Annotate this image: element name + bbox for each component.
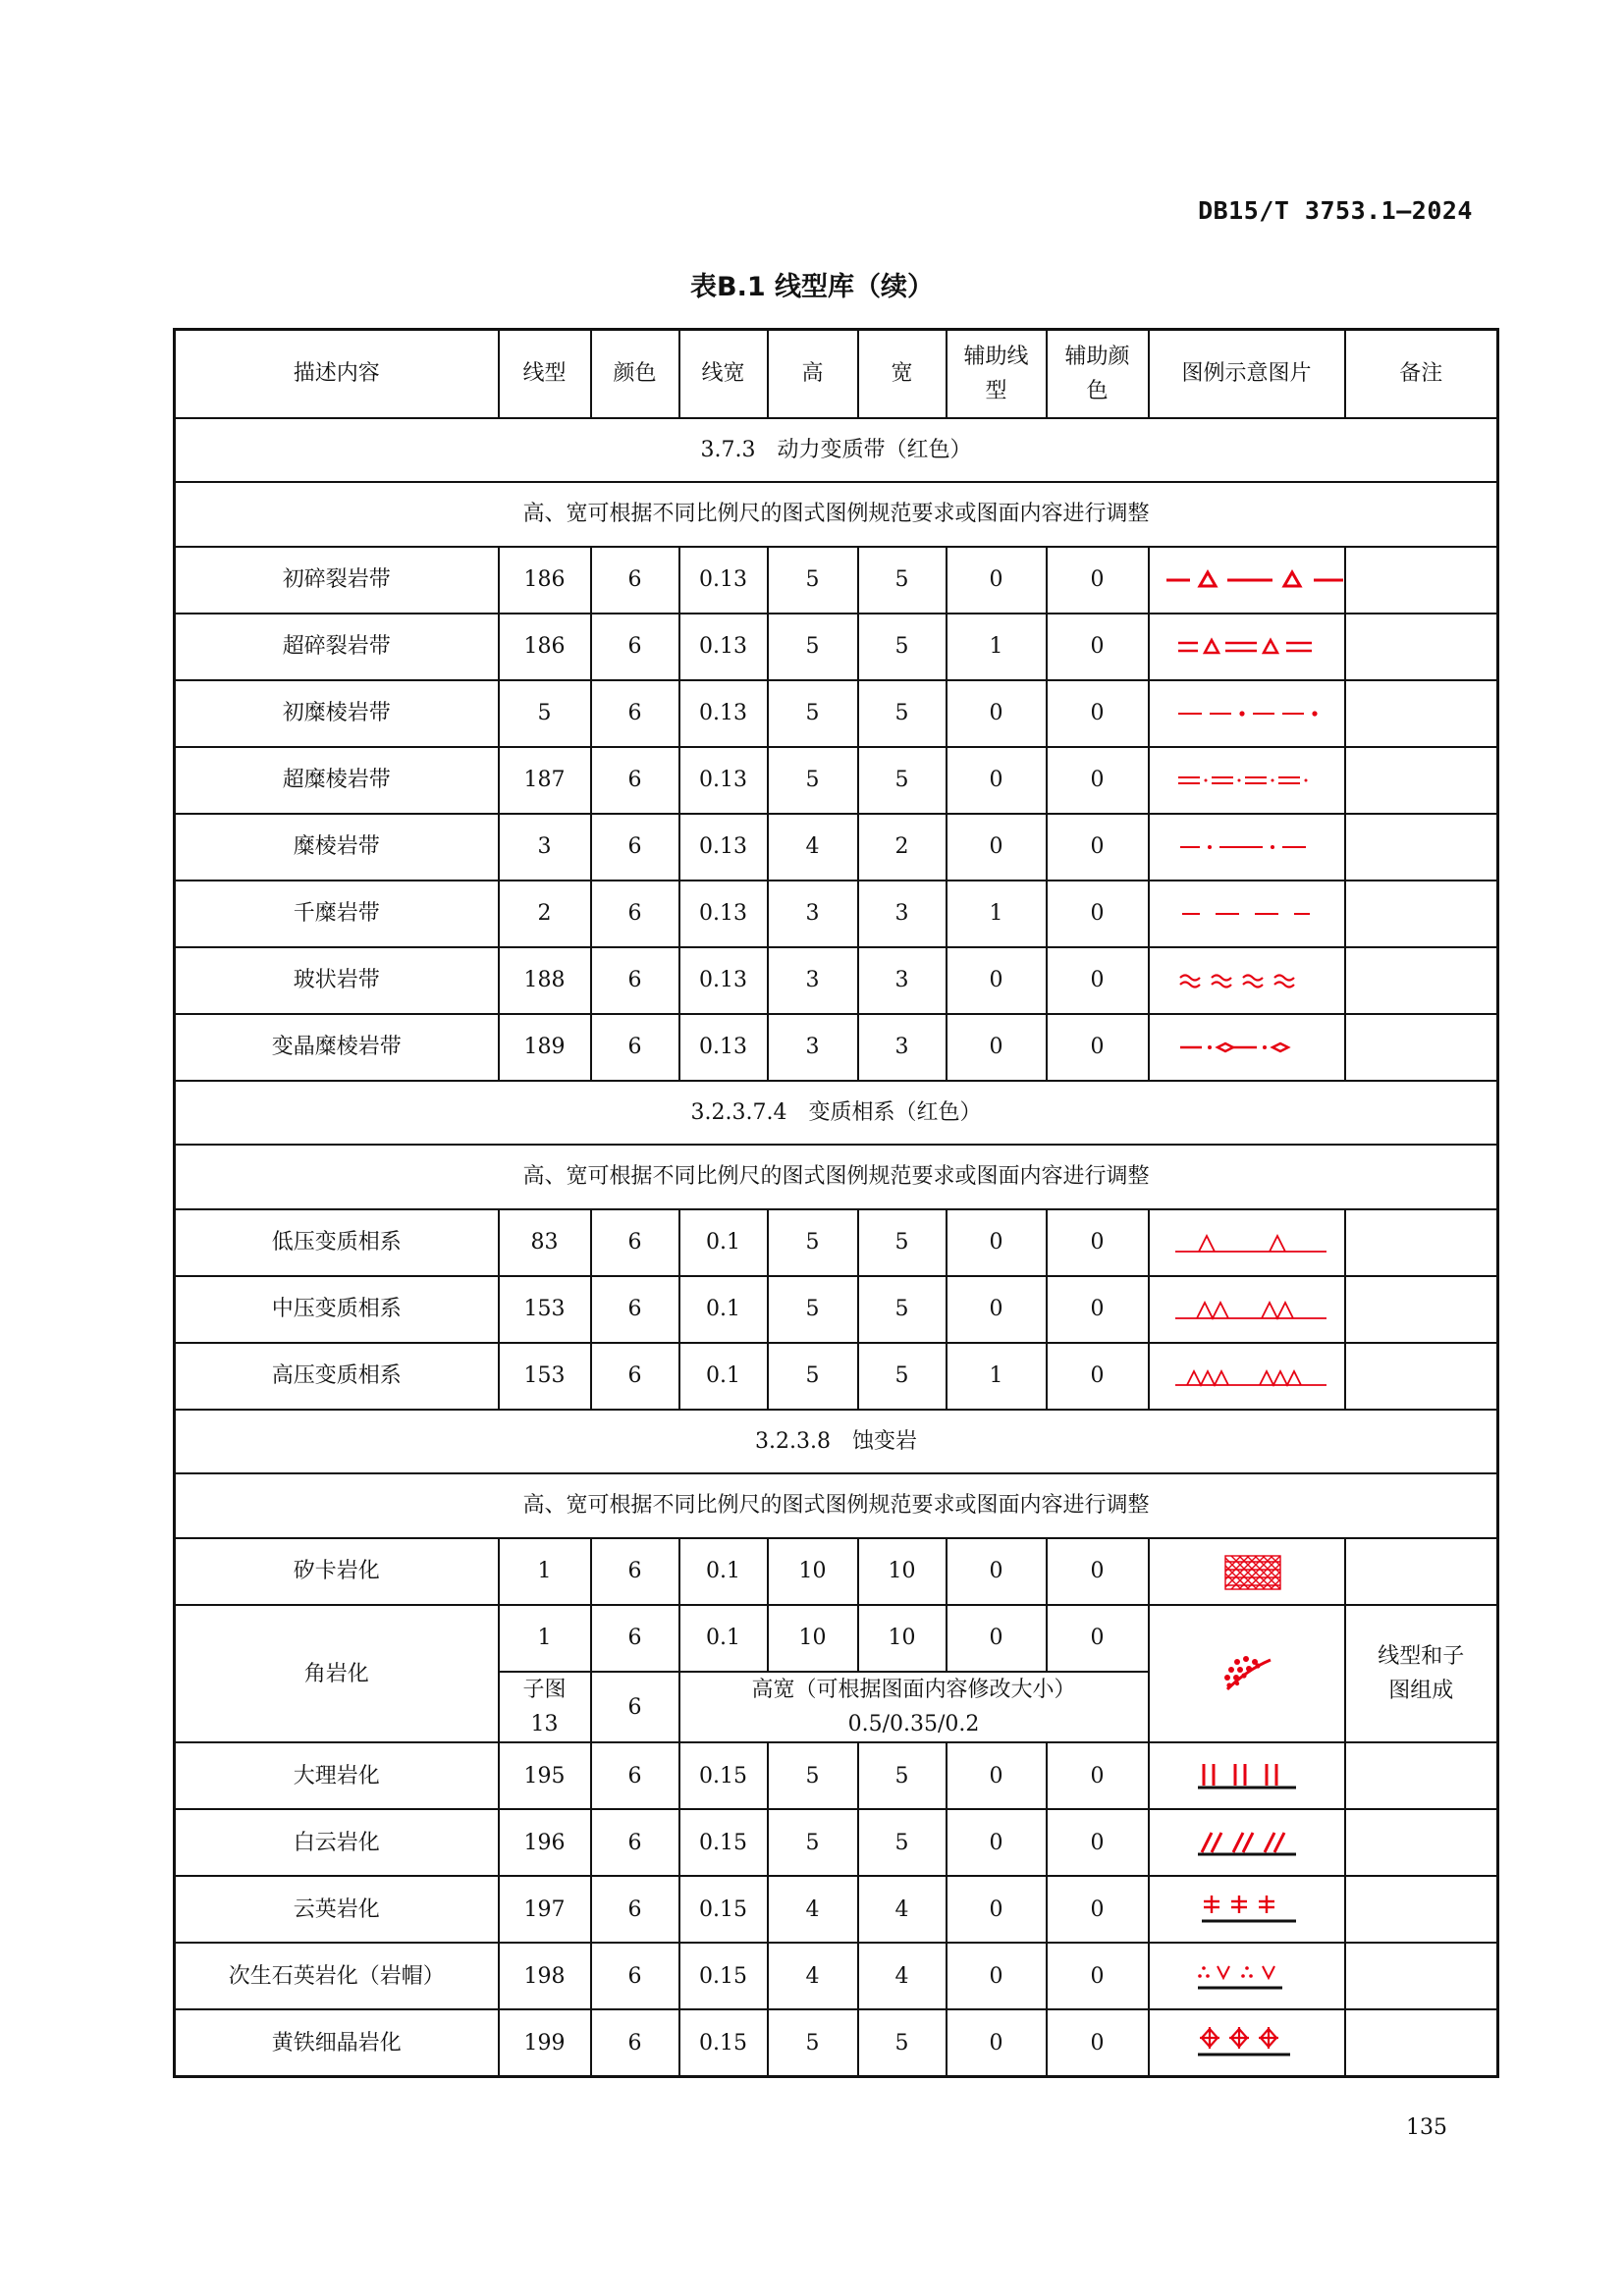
cell-aux-line: 0 <box>947 1538 1047 1605</box>
cell-height: 5 <box>768 1209 858 1276</box>
table-header-row <box>175 330 1498 419</box>
table-row <box>175 1343 1498 1410</box>
cell-width: 0.1 <box>679 1538 768 1605</box>
sub-label-line2: 13 <box>530 1712 559 1737</box>
cell-linetype: 199 <box>499 2009 591 2077</box>
cell-legend <box>1149 547 1345 614</box>
header-wide: 宽 <box>858 330 947 419</box>
cell-remark <box>1345 947 1498 1014</box>
section-note: 高、宽可根据不同比例尺的图式图例规范要求或图面内容进行调整 <box>175 1473 1498 1538</box>
cell-color: 6 <box>591 1943 679 2009</box>
header-aux-color <box>1047 330 1149 419</box>
cell-aux-line: 0 <box>947 1943 1047 2009</box>
section-title: 3.2.3.7.4 变质相系（红色） <box>175 1081 1498 1145</box>
cell-height: 5 <box>768 680 858 747</box>
cell-color: 6 <box>591 614 679 680</box>
cell-wide: 5 <box>858 1809 947 1876</box>
cell-legend <box>1149 1605 1345 1742</box>
cell-aux-color: 0 <box>1047 747 1149 814</box>
cell-legend <box>1149 1943 1345 2009</box>
cell-desc: 中压变质相系 <box>175 1276 499 1343</box>
cell-height: 4 <box>768 814 858 881</box>
cell-aux-color: 0 <box>1047 547 1149 614</box>
cell-desc: 矽卡岩化 <box>175 1538 499 1605</box>
cell-color: 6 <box>591 1742 679 1809</box>
table-row <box>175 747 1498 814</box>
header-remark: 备注 <box>1345 330 1498 419</box>
cell-color: 6 <box>591 1876 679 1943</box>
section-note: 高、宽可根据不同比例尺的图式图例规范要求或图面内容进行调整 <box>175 1145 1498 1209</box>
cell-width: 0.13 <box>679 614 768 680</box>
cell-aux-line: 0 <box>947 1014 1047 1081</box>
cell-linetype: 187 <box>499 747 591 814</box>
cell-remark <box>1345 614 1498 680</box>
table-row <box>175 1538 1498 1605</box>
triangle-double-line-icon <box>1168 632 1326 662</box>
dash-dot-diamond-line-icon <box>1168 1033 1326 1062</box>
header-aux-line-text: 辅助线型 <box>963 344 1029 403</box>
cell-color: 6 <box>591 2009 679 2077</box>
cell-aux-line: 0 <box>947 1605 1047 1672</box>
cell-width: 0.13 <box>679 881 768 947</box>
cell-height: 5 <box>768 1276 858 1343</box>
single-peak-line-icon <box>1164 1226 1330 1259</box>
page-number: 135 <box>1406 2115 1447 2140</box>
cell-sub-label <box>499 1672 591 1742</box>
cell-width: 0.1 <box>679 1343 768 1410</box>
cell-aux-color: 0 <box>1047 1809 1149 1876</box>
cell-legend <box>1149 1538 1345 1605</box>
cell-width: 0.13 <box>679 747 768 814</box>
cell-wide: 5 <box>858 1742 947 1809</box>
table-row <box>175 881 1498 947</box>
cell-aux-color: 0 <box>1047 1943 1149 2009</box>
cell-color: 6 <box>591 1343 679 1410</box>
cell-remark <box>1345 547 1498 614</box>
table-caption: 表B.1 线型库（续） <box>689 272 935 302</box>
cell-aux-line: 1 <box>947 881 1047 947</box>
cell-linetype: 153 <box>499 1343 591 1410</box>
table-row <box>175 1209 1498 1276</box>
cell-aux-line: 0 <box>947 2009 1047 2077</box>
cell-linetype: 195 <box>499 1742 591 1809</box>
cell-legend <box>1149 1742 1345 1809</box>
cell-color: 6 <box>591 680 679 747</box>
cell-aux-line: 1 <box>947 1343 1047 1410</box>
cell-aux-line: 0 <box>947 814 1047 881</box>
dot-cluster-arc-icon <box>1168 1644 1326 1703</box>
cell-desc: 角岩化 <box>175 1605 499 1742</box>
cell-remark <box>1345 1605 1498 1742</box>
cell-desc: 玻状岩带 <box>175 947 499 1014</box>
header-width: 线宽 <box>679 330 768 419</box>
cell-desc: 糜棱岩带 <box>175 814 499 881</box>
cell-linetype: 83 <box>499 1209 591 1276</box>
cell-legend <box>1149 881 1345 947</box>
cell-wide: 5 <box>858 614 947 680</box>
cell-width: 0.15 <box>679 1943 768 2009</box>
cell-remark <box>1345 1742 1498 1809</box>
cell-linetype: 5 <box>499 680 591 747</box>
cell-remark <box>1345 1876 1498 1943</box>
cell-aux-color: 0 <box>1047 1605 1149 1672</box>
cell-height: 5 <box>768 614 858 680</box>
cell-width: 0.15 <box>679 1876 768 1943</box>
slash-pairs-line-icon <box>1168 1823 1326 1862</box>
cell-aux-color: 0 <box>1047 881 1149 947</box>
header-linetype: 线型 <box>499 330 591 419</box>
cell-legend <box>1149 1014 1345 1081</box>
cell-aux-line: 0 <box>947 1742 1047 1809</box>
cell-height: 10 <box>768 1538 858 1605</box>
cell-height: 5 <box>768 547 858 614</box>
cell-aux-line: 0 <box>947 1876 1047 1943</box>
cell-color: 6 <box>591 1605 679 1672</box>
table-row <box>175 680 1498 747</box>
double-peak-line-icon <box>1164 1293 1330 1326</box>
cell-color: 6 <box>591 1014 679 1081</box>
header-desc: 描述内容 <box>175 330 499 419</box>
cell-linetype: 198 <box>499 1943 591 2009</box>
cell-remark <box>1345 1014 1498 1081</box>
cell-desc: 千糜岩带 <box>175 881 499 947</box>
cell-desc: 白云岩化 <box>175 1809 499 1876</box>
cell-height: 4 <box>768 1943 858 2009</box>
cell-wide: 4 <box>858 1876 947 1943</box>
cell-wide: 3 <box>858 947 947 1014</box>
cell-legend <box>1149 1276 1345 1343</box>
cell-wide: 10 <box>858 1605 947 1672</box>
cell-linetype: 188 <box>499 947 591 1014</box>
cell-desc: 初糜棱岩带 <box>175 680 499 747</box>
cell-color: 6 <box>591 947 679 1014</box>
cell-desc: 黄铁细晶岩化 <box>175 2009 499 2077</box>
cell-wide: 4 <box>858 1943 947 2009</box>
cell-legend <box>1149 1876 1345 1943</box>
cell-aux-line: 0 <box>947 1809 1047 1876</box>
cell-remark <box>1345 1276 1498 1343</box>
dash-dot-line-icon <box>1168 699 1326 728</box>
cell-color: 6 <box>591 1809 679 1876</box>
cell-remark <box>1345 1343 1498 1410</box>
cell-legend <box>1149 1209 1345 1276</box>
section-title: 3.2.3.8 蚀变岩 <box>175 1410 1498 1473</box>
cell-color: 6 <box>591 881 679 947</box>
cell-width: 0.13 <box>679 547 768 614</box>
cell-desc: 变晶糜棱岩带 <box>175 1014 499 1081</box>
cell-aux-line: 0 <box>947 1209 1047 1276</box>
cell-remark <box>1345 1943 1498 2009</box>
cell-aux-line: 0 <box>947 747 1047 814</box>
cell-remark <box>1345 1538 1498 1605</box>
cell-legend <box>1149 2009 1345 2077</box>
cell-height: 5 <box>768 2009 858 2077</box>
cell-linetype: 196 <box>499 1809 591 1876</box>
double-dash-dot-line-icon <box>1168 766 1326 795</box>
cell-aux-color: 0 <box>1047 1014 1149 1081</box>
cell-color: 6 <box>591 1538 679 1605</box>
cell-wide: 3 <box>858 1014 947 1081</box>
cell-legend <box>1149 680 1345 747</box>
cell-wide: 5 <box>858 2009 947 2077</box>
cell-aux-line: 0 <box>947 680 1047 747</box>
cell-desc: 次生石英岩化（岩帽） <box>175 1943 499 2009</box>
document-number: DB15/T 3753.1—2024 <box>1198 196 1473 225</box>
header-height: 高 <box>768 330 858 419</box>
cell-remark <box>1345 1809 1498 1876</box>
cell-height: 5 <box>768 747 858 814</box>
cell-width: 0.13 <box>679 680 768 747</box>
table-row <box>175 947 1498 1014</box>
cell-color: 6 <box>591 547 679 614</box>
cell-height: 5 <box>768 1343 858 1410</box>
cell-desc: 大理岩化 <box>175 1742 499 1809</box>
cell-wide: 3 <box>858 881 947 947</box>
cell-width: 0.1 <box>679 1209 768 1276</box>
cell-linetype: 153 <box>499 1276 591 1343</box>
cell-legend <box>1149 614 1345 680</box>
cell-width: 0.13 <box>679 947 768 1014</box>
cell-wide: 10 <box>858 1538 947 1605</box>
cell-linetype: 3 <box>499 814 591 881</box>
cell-height: 5 <box>768 1809 858 1876</box>
cell-legend <box>1149 1809 1345 1876</box>
cell-height: 3 <box>768 947 858 1014</box>
table-row <box>175 1876 1498 1943</box>
cell-aux-line: 1 <box>947 614 1047 680</box>
cell-aux-color: 0 <box>1047 1538 1149 1605</box>
cell-linetype: 186 <box>499 547 591 614</box>
cell-sub-note <box>679 1672 1149 1742</box>
cell-aux-color: 0 <box>1047 947 1149 1014</box>
sub-note-line1: 高宽（可根据图面内容修改大小） <box>751 1678 1076 1702</box>
cell-remark <box>1345 2009 1498 2077</box>
cell-aux-color: 0 <box>1047 1276 1149 1343</box>
cell-remark <box>1345 747 1498 814</box>
cell-aux-color: 0 <box>1047 1876 1149 1943</box>
cell-width: 0.1 <box>679 1605 768 1672</box>
table-row <box>175 2009 1498 2077</box>
triangle-dash-line-icon <box>1151 565 1343 595</box>
cell-color: 6 <box>591 1209 679 1276</box>
cell-remark <box>1345 881 1498 947</box>
cell-color: 6 <box>591 814 679 881</box>
table-row <box>175 1943 1498 2009</box>
header-aux-line <box>947 330 1047 419</box>
cell-wide: 2 <box>858 814 947 881</box>
crosshatch-pattern-icon <box>1168 1550 1326 1593</box>
cell-aux-line: 0 <box>947 547 1047 614</box>
cell-remark <box>1345 814 1498 881</box>
section-title: 3.7.3 动力变质带（红色） <box>175 418 1498 482</box>
cell-legend <box>1149 814 1345 881</box>
cell-height: 10 <box>768 1605 858 1672</box>
sub-label-line1: 子图 <box>522 1678 567 1702</box>
cell-aux-color: 0 <box>1047 1209 1149 1276</box>
diamond-cross-line-icon <box>1168 2023 1326 2062</box>
cell-legend <box>1149 1343 1345 1410</box>
sub-note-line2: 0.5/0.35/0.2 <box>847 1712 980 1737</box>
cell-height: 4 <box>768 1876 858 1943</box>
cell-remark <box>1345 1209 1498 1276</box>
header-legend: 图例示意图片 <box>1149 330 1345 419</box>
cell-wide: 5 <box>858 1343 947 1410</box>
cell-desc: 云英岩化 <box>175 1876 499 1943</box>
triple-peak-line-icon <box>1164 1360 1330 1393</box>
double-wave-line-icon <box>1168 966 1326 995</box>
table-row <box>175 1014 1498 1081</box>
remark-text: 线型和子图组成 <box>1378 1644 1465 1704</box>
cell-wide: 5 <box>858 680 947 747</box>
cell-linetype: 197 <box>499 1876 591 1943</box>
cell-linetype: 189 <box>499 1014 591 1081</box>
cell-desc: 超糜棱岩带 <box>175 747 499 814</box>
cell-aux-color: 0 <box>1047 614 1149 680</box>
cell-linetype: 1 <box>499 1538 591 1605</box>
cell-width: 0.15 <box>679 2009 768 2077</box>
cell-height: 3 <box>768 881 858 947</box>
cell-width: 0.15 <box>679 1742 768 1809</box>
cell-wide: 5 <box>858 547 947 614</box>
cell-height: 5 <box>768 1742 858 1809</box>
cell-width: 0.1 <box>679 1276 768 1343</box>
cell-wide: 5 <box>858 1209 947 1276</box>
table-row <box>175 1276 1498 1343</box>
cell-color: 6 <box>591 1276 679 1343</box>
double-cross-line-icon <box>1168 1890 1326 1929</box>
cell-sub-color: 6 <box>591 1672 679 1742</box>
table-row <box>175 1809 1498 1876</box>
cell-color: 6 <box>591 747 679 814</box>
cell-wide: 5 <box>858 1276 947 1343</box>
vertical-bars-line-icon <box>1168 1756 1326 1795</box>
cell-width: 0.13 <box>679 1014 768 1081</box>
cell-height: 3 <box>768 1014 858 1081</box>
section-note: 高、宽可根据不同比例尺的图式图例规范要求或图面内容进行调整 <box>175 482 1498 547</box>
cell-desc: 高压变质相系 <box>175 1343 499 1410</box>
cell-aux-line: 0 <box>947 947 1047 1014</box>
cell-aux-color: 0 <box>1047 680 1149 747</box>
cell-aux-line: 0 <box>947 1276 1047 1343</box>
cell-desc: 初碎裂岩带 <box>175 547 499 614</box>
cell-legend <box>1149 747 1345 814</box>
cell-width: 0.15 <box>679 1809 768 1876</box>
dots-v-line-icon <box>1168 1956 1326 1996</box>
table-row <box>175 814 1498 881</box>
table-row <box>175 547 1498 614</box>
header-color: 颜色 <box>591 330 679 419</box>
table-row <box>175 614 1498 680</box>
cell-aux-color: 0 <box>1047 1343 1149 1410</box>
line-type-library-table <box>173 328 1499 2078</box>
long-dash-dot-line-icon <box>1168 832 1326 862</box>
cell-aux-color: 0 <box>1047 2009 1149 2077</box>
cell-legend <box>1149 947 1345 1014</box>
cell-remark <box>1345 680 1498 747</box>
cell-aux-color: 0 <box>1047 1742 1149 1809</box>
cell-aux-color: 0 <box>1047 814 1149 881</box>
header-aux-color-text: 辅助颜色 <box>1064 344 1130 403</box>
cell-wide: 5 <box>858 747 947 814</box>
cell-linetype: 2 <box>499 881 591 947</box>
table-row <box>175 1605 1498 1672</box>
table-row <box>175 1742 1498 1809</box>
cell-width: 0.13 <box>679 814 768 881</box>
cell-linetype: 1 <box>499 1605 591 1672</box>
dashed-line-icon <box>1168 899 1326 929</box>
cell-desc: 低压变质相系 <box>175 1209 499 1276</box>
cell-desc: 超碎裂岩带 <box>175 614 499 680</box>
cell-linetype: 186 <box>499 614 591 680</box>
